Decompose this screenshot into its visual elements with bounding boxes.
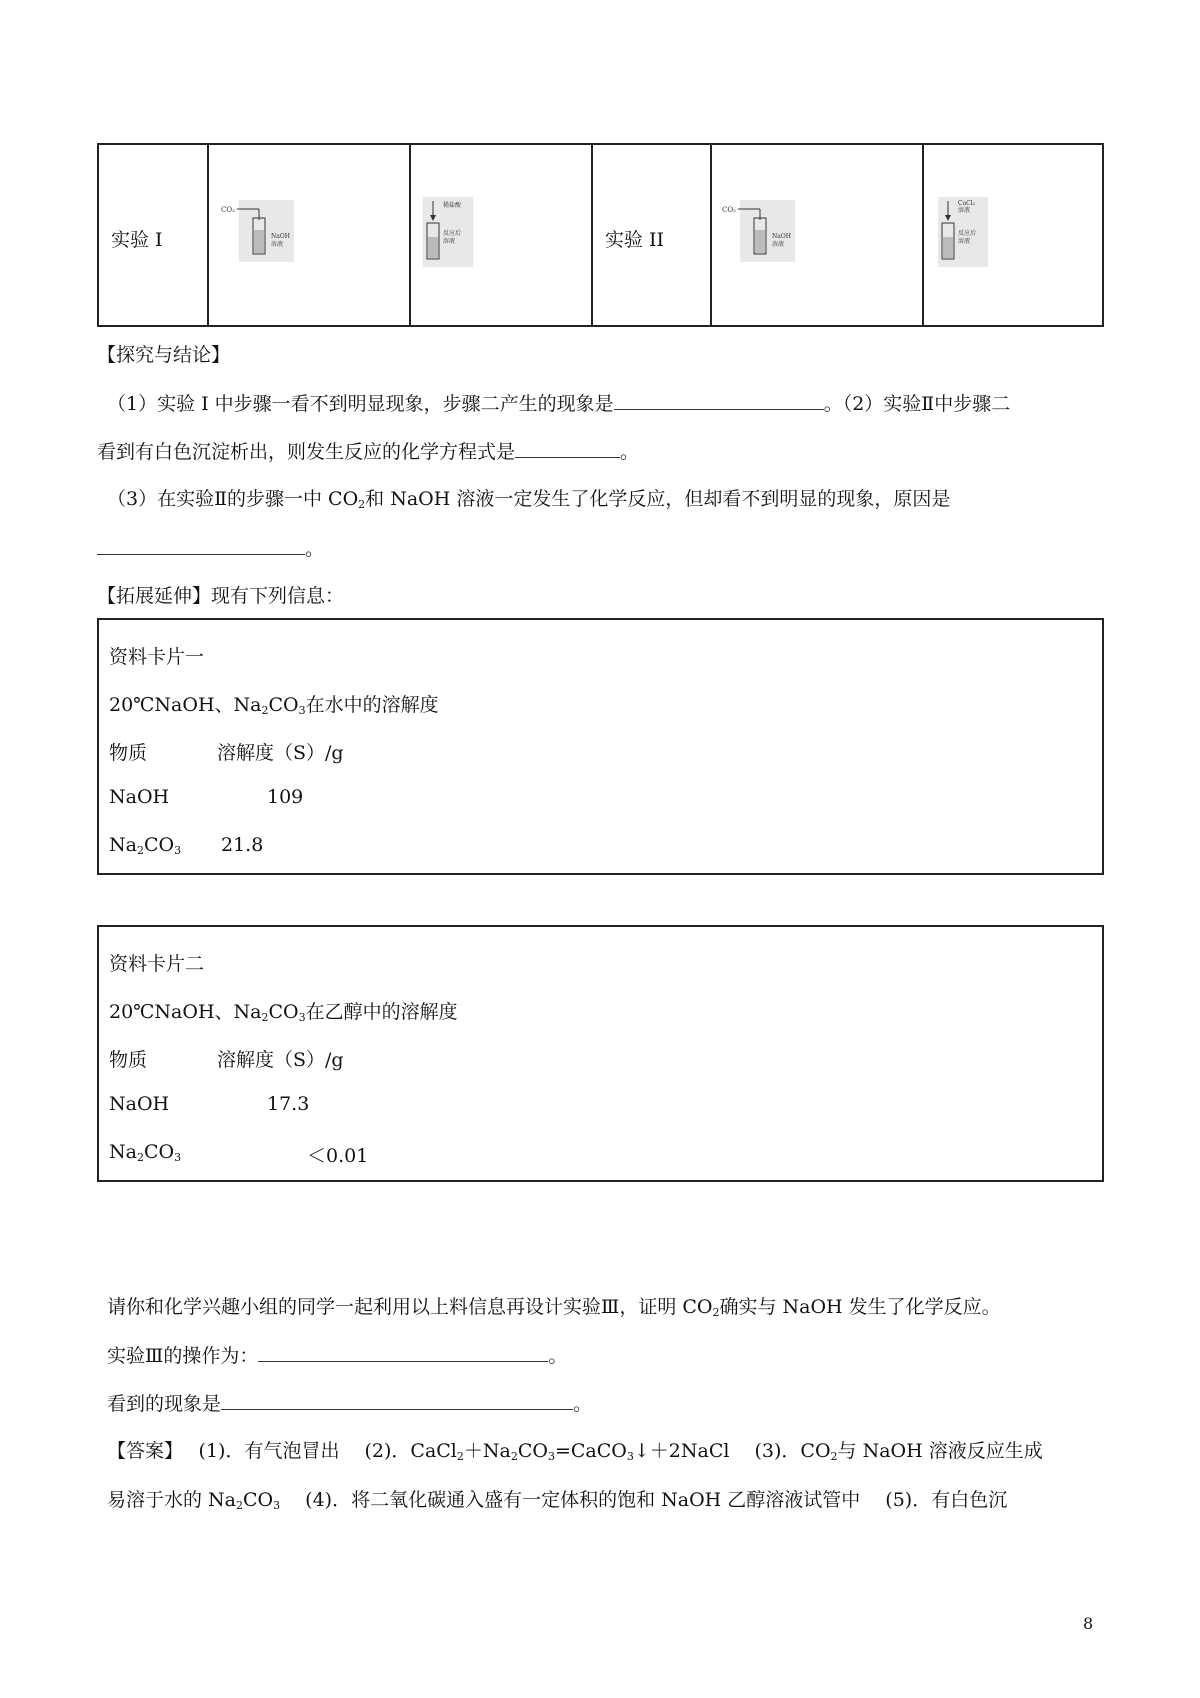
apparatus-label: 反应后: [958, 230, 977, 237]
subscript: 2: [510, 1450, 518, 1463]
design-intro: [107, 1295, 1001, 1319]
text: CO: [243, 1489, 274, 1511]
card-2-row2-name: [109, 1141, 181, 1163]
apparatus-label: 溶液: [443, 238, 456, 245]
exp2-step1-cell: [712, 145, 924, 325]
text: CO: [143, 834, 175, 856]
text: CO: [143, 1141, 175, 1163]
text: ↓＋2NaCl (3)．CO: [633, 1440, 831, 1462]
question-3-line: [107, 487, 950, 511]
design-observation-line: [107, 1391, 592, 1416]
exp1-step2-apparatus-image: [423, 197, 493, 272]
subscript: 3: [273, 1499, 281, 1512]
card-2-row1-name: NaOH: [109, 1093, 170, 1115]
card-2-title: 资料卡片二: [109, 953, 205, 975]
subscript: 3: [298, 704, 306, 717]
subscript: 2: [261, 1011, 269, 1024]
text: 与 NaOH 溶液反应生成: [837, 1440, 1043, 1462]
text: 在乙醇中的溶解度: [305, 1001, 458, 1023]
subscript: 3: [174, 844, 182, 857]
apparatus-label: NaOH: [772, 233, 791, 240]
text: Na: [109, 834, 137, 856]
exp2-step2-apparatus-image: [938, 197, 1008, 272]
answer-blank-2[interactable]: [515, 439, 620, 458]
subscript: 2: [456, 1450, 464, 1463]
subscript: 2: [136, 1151, 144, 1164]
card-1-row1-value: 109: [267, 786, 304, 808]
question-3-answer-line: [97, 536, 324, 561]
answer-blank-3[interactable]: [97, 536, 305, 555]
subscript: 3: [174, 1151, 182, 1164]
answer-blank-5[interactable]: [221, 1391, 573, 1410]
answer-line-2: [107, 1488, 1007, 1512]
subscript: 3: [626, 1450, 634, 1463]
explore-heading: 【探究与结论】: [97, 344, 231, 366]
exp2-step2-cell: [924, 145, 1102, 325]
subscript: 3: [547, 1450, 555, 1463]
apparatus-label: 稀盐酸: [443, 202, 462, 209]
text: (4)．将二氧化碳通入盛有一定体积的饱和 NaOH 乙醇溶液试管中 (5)．有白色沉: [280, 1489, 1008, 1511]
question-2-end: 。: [620, 441, 640, 463]
page-number: 8: [1083, 1614, 1094, 1633]
text: Na: [109, 1141, 137, 1163]
observation-label: 看到的现象是: [107, 1393, 222, 1415]
text: 20℃NaOH、Na: [109, 694, 262, 716]
card-1-row2-name: [109, 834, 181, 856]
apparatus-label: 溶液: [958, 207, 971, 214]
question-2-line: [97, 439, 639, 464]
text: 请你和化学兴趣小组的同学一起利用以上料信息再设计实验Ⅲ，证明 CO: [107, 1296, 713, 1318]
subscript: 3: [298, 1011, 306, 1024]
text: 20℃NaOH、Na: [109, 1001, 262, 1023]
apparatus-label: 溶液: [271, 241, 284, 248]
text: CO: [268, 1001, 299, 1023]
text: CO: [268, 694, 299, 716]
question-2-text: 看到有白色沉淀析出，则发生反应的化学方程式是: [97, 441, 516, 463]
apparatus-label: CO₂: [221, 206, 235, 214]
subscript: 2: [236, 1499, 243, 1512]
subscript: 2: [136, 844, 144, 857]
exp1-label-cell: [99, 145, 209, 325]
answer-blank-4[interactable]: [258, 1343, 548, 1362]
text: ＋Na: [463, 1440, 511, 1462]
card-2-row2-value: ＜0.01: [307, 1145, 369, 1167]
subscript: 2: [358, 498, 366, 511]
subscript: 2: [830, 1450, 838, 1463]
text: 易溶于水的 Na: [107, 1489, 236, 1511]
text: 在水中的溶解度: [305, 694, 439, 716]
card-2-row1-value: 17.3: [267, 1093, 310, 1115]
text: CO: [517, 1440, 548, 1462]
exp2-step1-apparatus-image: [720, 200, 830, 270]
question-3-end: 。: [305, 538, 325, 560]
card-2-subtitle: [109, 997, 458, 1024]
card-1-col2: 溶解度（S）/g: [217, 742, 344, 764]
question-1-line: [107, 391, 1010, 416]
exp1-step2-cell: [411, 145, 593, 325]
exp1-label: 实验 I: [111, 229, 163, 251]
experiment-table: [97, 143, 1104, 327]
card-1-col1: 物质: [109, 742, 148, 764]
question-2-start: 。（2）实验Ⅱ中步骤二: [823, 393, 1011, 415]
text: 。: [548, 1345, 568, 1367]
apparatus-label: NaOH: [271, 233, 290, 240]
text: 。: [573, 1393, 593, 1415]
exp2-label: 实验 II: [605, 229, 665, 251]
text: 确实与 NaOH 发生了化学反应。: [719, 1296, 1001, 1318]
text: 【答案】 (1)．有气泡冒出 (2)．CaCl: [107, 1440, 457, 1462]
operation-label: 实验Ⅲ的操作为：: [107, 1345, 259, 1367]
info-card-2: [97, 925, 1104, 1182]
card-2-col2: 溶解度（S）/g: [217, 1049, 344, 1071]
question-1-text: （1）实验 I 中步骤一看不到明显现象，步骤二产生的现象是: [107, 393, 614, 415]
apparatus-label: CO₂: [722, 206, 736, 214]
card-2-col1: 物质: [109, 1049, 148, 1071]
card-1-row1-name: NaOH: [109, 786, 170, 808]
design-operation-line: [107, 1343, 567, 1368]
subscript: 2: [712, 1306, 720, 1319]
question-3-text-b: 和 NaOH 溶液一定发生了化学反应，但却看不到明显的现象，原因是: [365, 488, 951, 510]
card-1-title: 资料卡片一: [109, 646, 205, 668]
card-1-subtitle: [109, 690, 439, 717]
answer-line-1: [107, 1439, 1043, 1463]
apparatus-label: 溶液: [772, 241, 785, 248]
apparatus-label: CaCl₂: [958, 200, 976, 207]
question-3-text-a: （3）在实验Ⅱ的步骤一中 CO: [107, 488, 359, 510]
info-card-1: [97, 618, 1104, 875]
text: =CaCO: [554, 1440, 627, 1462]
exp1-step1-cell: [209, 145, 411, 325]
answer-blank-1[interactable]: [614, 391, 824, 410]
card-1-row2-value: 21.8: [221, 834, 264, 856]
apparatus-label: 反应后: [443, 230, 462, 237]
apparatus-label: 溶液: [958, 238, 971, 245]
subscript: 2: [261, 704, 269, 717]
exp2-label-cell: [593, 145, 712, 325]
exp1-step1-apparatus-image: [219, 200, 329, 270]
extend-heading: 【拓展延伸】现有下列信息：: [97, 585, 345, 607]
